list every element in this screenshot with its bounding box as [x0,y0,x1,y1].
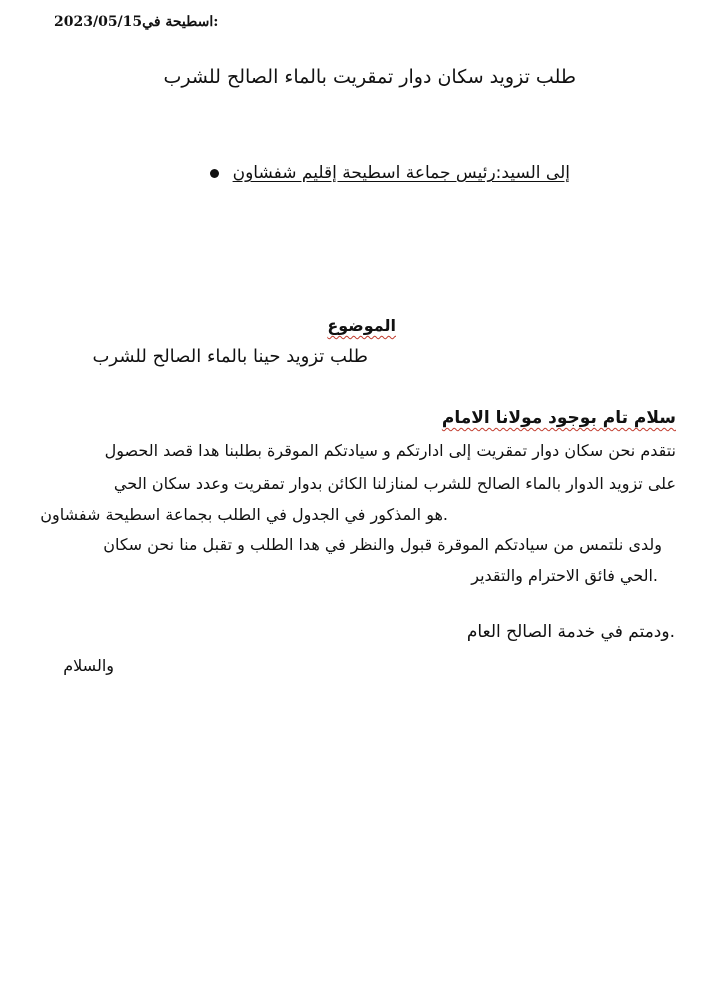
letter-title: طلب تزويد سكان دوار تمقريت بالماء الصالح للشرب [163,66,576,88]
subject-text: طلب تزويد حينا بالماء الصالح للشرب [92,346,368,367]
sign-off: والسلام [63,656,114,675]
body-line: على تزويد الدوار بالماء الصالح للشرب لمنازلنا الكائن بدوار تمقريت وعدد سكان الحي [113,474,676,493]
body-line: .الحي فائق الاحترام والتقدير [471,566,658,585]
addressee-text: إلى السيد:رئيس جماعة اسطيحة إقليم شفشاون [232,163,570,183]
addressee [210,163,570,183]
subject-heading: الموضوع [327,316,396,335]
body-line: .هو المذكور في الجدول في الطلب بجماعة اسطيحة شفشاون [40,505,448,524]
date-line: اسطيحة في2023/05/15: [54,14,219,30]
bullet-icon [210,169,219,178]
body-line: ولدى نلتمس من سيادتكم الموقرة قبول والنظر في هدا الطلب و تقبل منا نحن سكان [103,535,662,554]
greeting: سلام تام بوجود مولانا الامام [441,408,676,428]
body-line: نتقدم نحن سكان دوار تمقريت إلى ادارتكم و سيادتكم الموقرة بطلبنا هدا قصد الحصول [104,441,676,460]
closing-line: .ودمتم في خدمة الصالح العام [466,622,675,642]
